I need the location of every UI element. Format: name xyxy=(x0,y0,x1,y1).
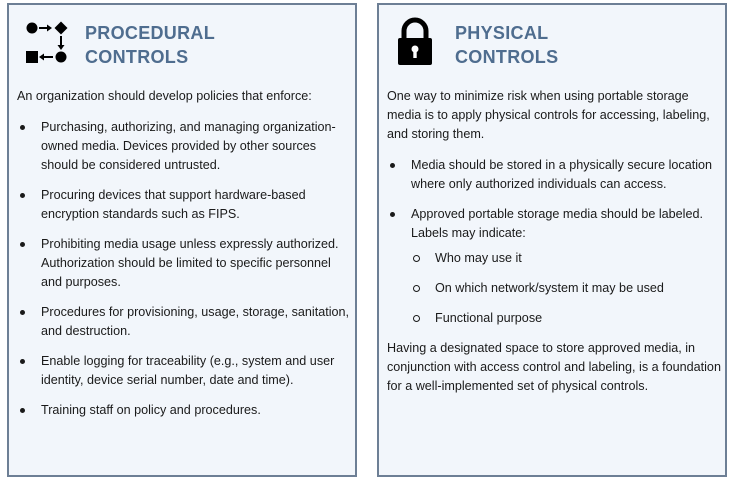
list-item: Procuring devices that support hardware-based encryption standards such as FIPS. xyxy=(17,186,351,224)
padlock-icon xyxy=(395,17,435,67)
list-item: Training staff on policy and procedures. xyxy=(17,401,351,420)
control-list xyxy=(387,156,721,328)
closing-text: Having a designated space to store approved media, in conjunction with access control and labeling, is a foundation for a well-implemented set of physical controls. xyxy=(387,341,721,393)
process-flow-icon xyxy=(23,19,71,67)
list-item: Purchasing, authorizing, and managing organization-owned media. Devices provided by other sources should be considered untrusted. xyxy=(17,118,351,175)
physical-controls-panel xyxy=(377,3,727,477)
label-options-list xyxy=(411,249,721,328)
list-item: Prohibiting media usage unless expressly authorized. Authorization should be limited to specific personnel and purposes. xyxy=(17,235,351,292)
sub-list-item: On which network/system it may be used xyxy=(411,279,721,298)
intro-text: An organization should develop policies that enforce: xyxy=(17,89,312,103)
list-item: Procedures for provisioning, usage, storage, sanitation, and destruction. xyxy=(17,303,351,341)
sub-list-item: Functional purpose xyxy=(411,309,721,328)
intro-text: One way to minimize risk when using portable storage media is to apply physical controls for accessing, labeling, and storing them. xyxy=(387,89,710,141)
policy-list xyxy=(17,118,351,420)
list-item: Approved portable storage media should be labeled. Labels may indicate: Who may use it On which network/system it may be used Functional purpose xyxy=(387,205,721,328)
panel-title: PROCEDURAL CONTROLS xyxy=(85,23,216,67)
procedural-controls-panel xyxy=(7,3,357,477)
sub-list-item: Who may use it xyxy=(411,249,721,268)
list-item: Enable logging for traceability (e.g., system and user identity, device serial number, date and time). xyxy=(17,352,351,390)
list-item: Media should be stored in a physically secure location where only authorized individuals can access. xyxy=(387,156,721,194)
panel-title: PHYSICAL CONTROLS xyxy=(455,23,559,67)
